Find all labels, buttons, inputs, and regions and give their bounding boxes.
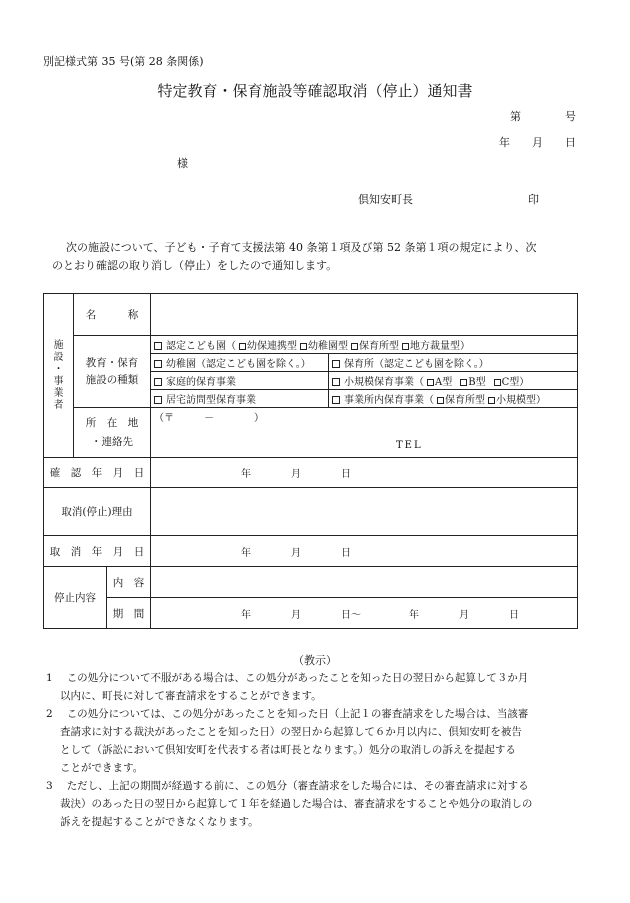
note-item-1: 1 この処分について不服がある場合は、この処分があったことを知った日の翌日から起算して３か月 以内に、町長に対して審査請求をすることができます。	[46, 672, 529, 702]
intro-line-2: のとおり確認の取り消し（停止）をしたので通知します。	[52, 259, 338, 272]
postal-code-label: （〒 － ）	[154, 413, 264, 424]
address-contact-label: 所 在 地 ・連絡先	[74, 408, 151, 458]
checkbox-icon[interactable]	[332, 378, 340, 386]
seal-mark: 印	[528, 193, 539, 206]
cancel-date-field[interactable]: 年 月 日	[151, 536, 578, 567]
note-item-3: 3 ただし、上記の期間が経過する前に、この処分（審査請求をした場合には、その審査請求に対する 裁決）のあった日の翌日から起算して１年を経過した場合は、審査請求をすることや処分の取消しの 訴えを提起することができなくなります。	[46, 780, 533, 828]
option-kindergarten[interactable]: 幼稚園（認定こども園を除く。）	[151, 354, 329, 372]
sender-name: 倶知安町長	[358, 193, 413, 206]
confirmation-form-table	[43, 293, 578, 629]
facility-operator-label: 施 設 ・ 事 業 者	[44, 294, 74, 458]
period-end: 年 月 日	[409, 609, 519, 621]
checkbox-icon[interactable]	[427, 379, 434, 386]
document-date-label: 年 月 日	[499, 136, 576, 149]
note-number: 3	[46, 780, 53, 792]
note-item-2: 2 この処分については、この処分があったことを知った日（上記１の審査請求をした場合は、当該審 査請求に対する裁決があったことを知った日）の翌日から起算して６か月以内に、倶知安町を被告 として（訴訟において倶知安町を代表する者は町長となります。）処分の取消しの訴えを提起する ことができます。	[46, 708, 529, 774]
checkbox-icon[interactable]	[488, 397, 495, 404]
confirm-date-label: 確 認 年 月 日	[44, 458, 151, 488]
reason-label: 取消(停止)理由	[44, 488, 151, 536]
checkbox-icon[interactable]	[300, 343, 307, 350]
period-start: 年 月 日～	[241, 609, 361, 621]
name-label: 名 称	[74, 294, 151, 336]
tel-label: TEL	[396, 440, 423, 451]
facility-type-label: 教育・保育 施設の種類	[74, 336, 151, 408]
document-title: 特定教育・保育施設等確認取消（停止）通知書	[157, 82, 473, 100]
content-label: 内 容	[107, 567, 151, 598]
checkbox-icon[interactable]	[494, 379, 501, 386]
option-home-based-care[interactable]: 家庭的保育事業	[151, 372, 329, 390]
checkbox-icon[interactable]	[154, 396, 162, 404]
name-row	[44, 294, 578, 336]
checkbox-icon[interactable]	[437, 397, 444, 404]
addressee-suffix: 様	[177, 157, 188, 170]
checkbox-icon[interactable]	[154, 378, 162, 386]
option-workplace-care[interactable]: 事業所内保育事業（ 保育所型 小規模型）	[329, 390, 578, 408]
facility-name-field[interactable]	[151, 294, 578, 336]
option-certified-kodomoen[interactable]: 認定こども園（ 幼保連携型 幼稚園型 保育所型 地方裁量型）	[151, 336, 578, 354]
checkbox-icon[interactable]	[402, 343, 409, 350]
option-small-scale-care[interactable]: 小規模保育事業（ A型 B型 C型）	[329, 372, 578, 390]
suspension-content-field[interactable]	[151, 567, 578, 598]
intro-line-1: 次の施設について、子ども・子育て支援法第 40 条第１項及び第 52 条第１項の規定により、次	[66, 241, 537, 254]
option-nursery[interactable]: 保育所（認定こども園を除く。）	[329, 354, 578, 372]
note-number: 2	[46, 708, 53, 720]
checkbox-icon[interactable]	[351, 343, 358, 350]
checkbox-icon[interactable]	[239, 343, 246, 350]
checkbox-icon[interactable]	[332, 396, 340, 404]
note-number: 1	[46, 672, 53, 684]
option-home-visit-care[interactable]: 居宅訪問型保育事業	[151, 390, 329, 408]
checkbox-icon[interactable]	[460, 379, 467, 386]
form-reference: 別記様式第 35 号(第 28 条関係)	[43, 55, 204, 68]
checkbox-icon[interactable]	[154, 360, 162, 368]
document-number-label: 第 号	[510, 110, 576, 123]
checkbox-icon[interactable]	[154, 342, 162, 350]
cancel-date-label: 取 消 年 月 日	[44, 536, 151, 567]
suspension-content-label: 停止内容	[44, 567, 107, 629]
period-label: 期 間	[107, 598, 151, 629]
period-field[interactable]	[151, 598, 578, 629]
confirm-date-field[interactable]: 年 月 日	[151, 458, 578, 488]
checkbox-icon[interactable]	[332, 360, 340, 368]
reason-field[interactable]	[151, 488, 578, 536]
address-field[interactable]	[151, 408, 578, 458]
notes-heading: （教示）	[293, 654, 337, 667]
